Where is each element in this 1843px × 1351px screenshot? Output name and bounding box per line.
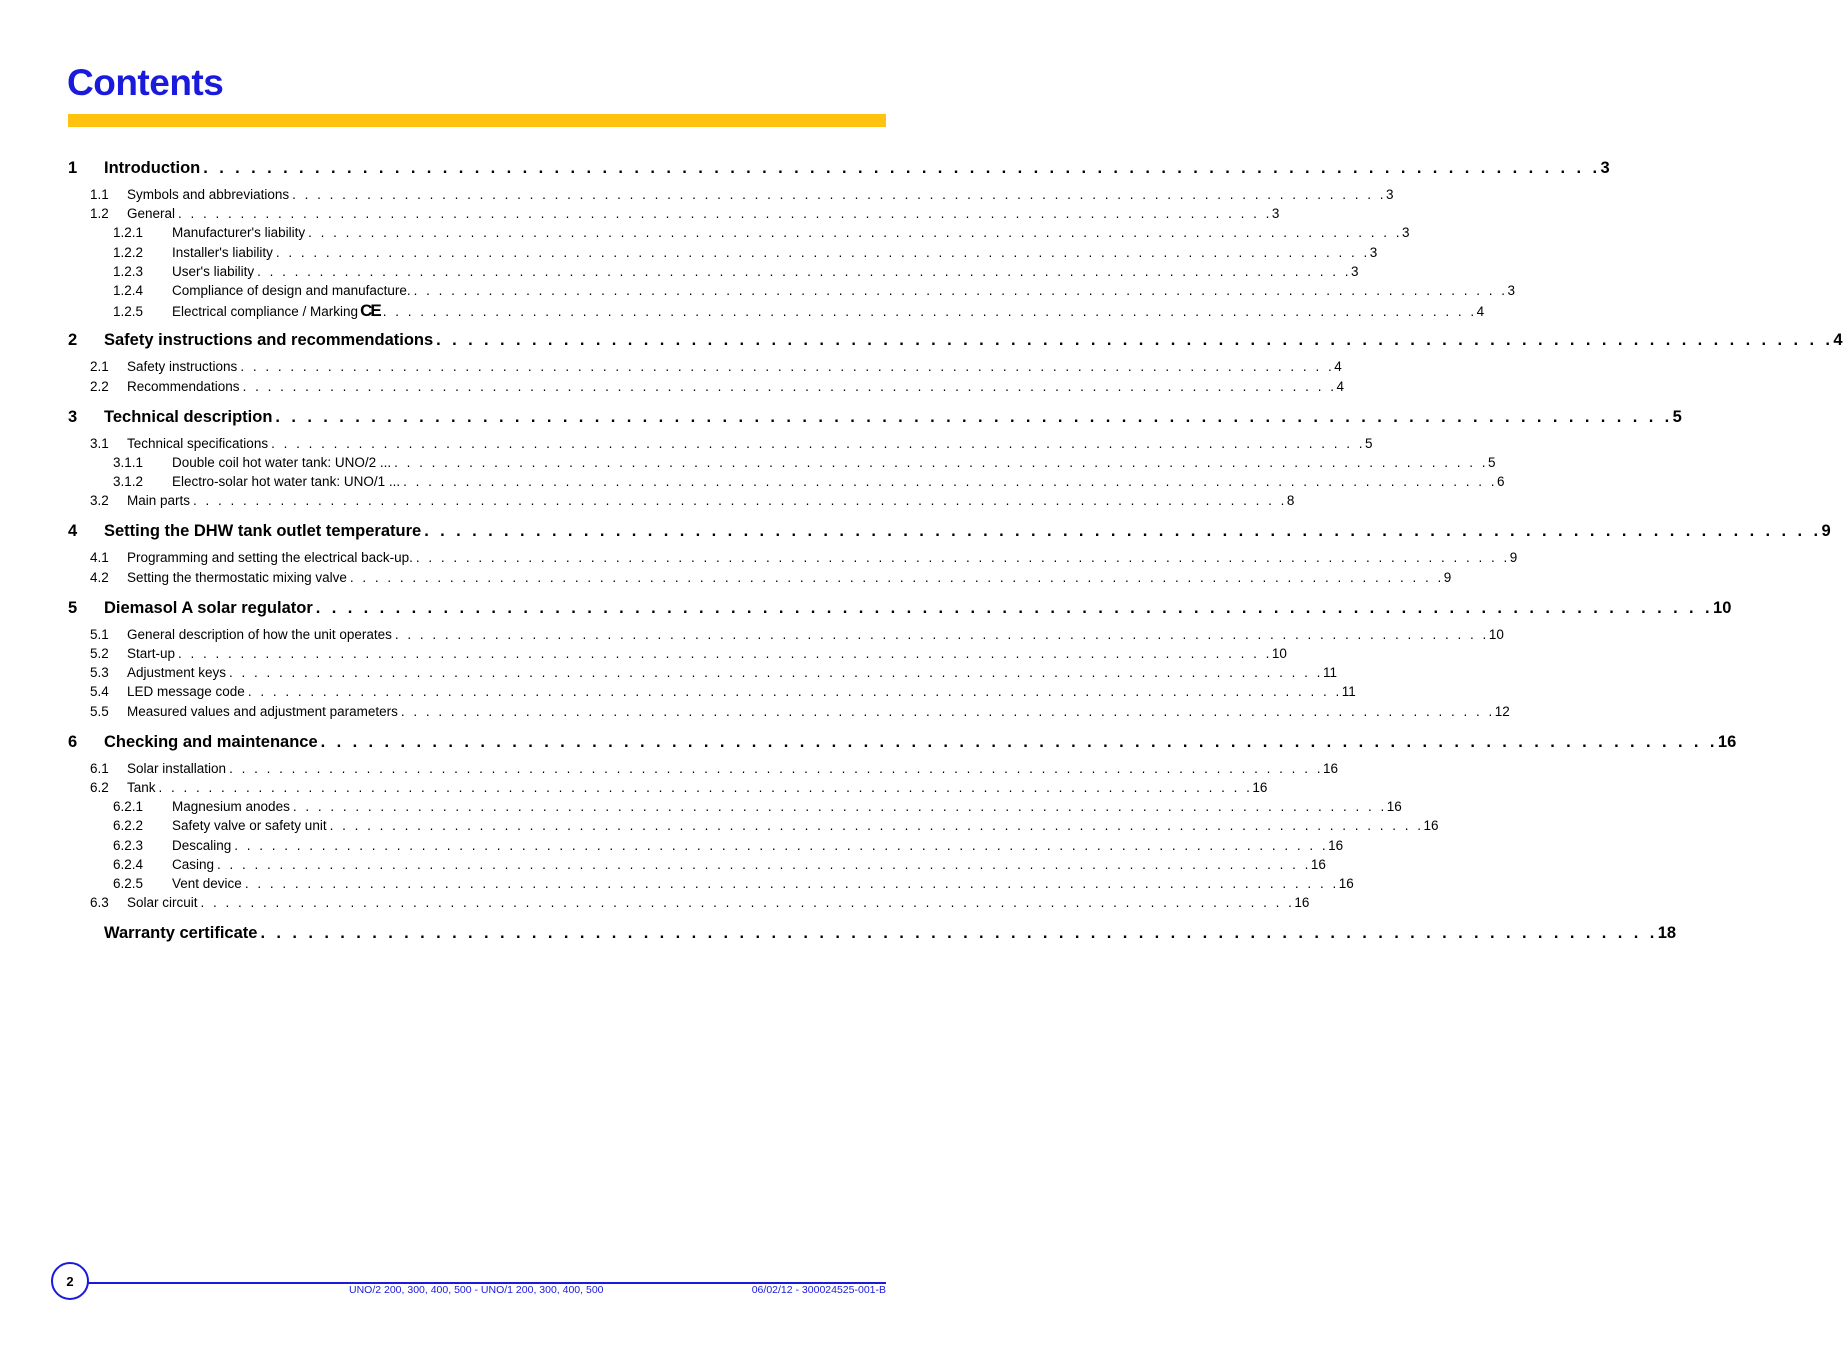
toc-entry-title[interactable]: General description of how the unit operates (127, 626, 392, 642)
toc-entry-number: 4.1 (90, 550, 109, 566)
toc-entry-title[interactable]: Checking and maintenance (104, 732, 318, 751)
toc-page-number: 4 (1833, 331, 1843, 350)
toc-entry-title[interactable]: Installer's liability (172, 244, 273, 260)
dot-leader: . . . . . . . . . . . . . . . . . . . . . . . . . . . . . . . . . . . . . . . . . . . . . . . . . . . . . . . . . . . . . . . . . . . . . . . . . . . . . . . . . . . . . . . . (315, 598, 1714, 617)
toc-page-number: 5 (1364, 435, 1373, 451)
toc-entry-title[interactable]: Casing (172, 856, 215, 872)
toc-entry-number: 6.2.4 (113, 856, 144, 872)
dot-leader: . . . . . . . . . . . . . . . . . . . . . . . . . . . . . . . . . . . . . . . . . . . . . . . . . . . . . . . . . . . . . . . . . . . . . . . . . . . . . . . . . . . . . . . . (260, 924, 1658, 943)
dot-leader: . . . . . . . . . . . . . . . . . . . . . . . . . . . . . . . . . . . . . . . . . . . . . . . . . . . . . . . . . . . . . . . . . . . . . . . . . . . . . . . . . . . . . . . . (320, 732, 1718, 751)
toc-entry-title[interactable]: Technical specifications (127, 435, 269, 451)
toc-page-number: 3 (1369, 244, 1378, 260)
toc-entry-title[interactable]: Warranty certificate (104, 924, 258, 943)
toc-chapter[interactable] (68, 159, 1610, 181)
dot-leader: . . . . . . . . . . . . . . . . . . . . . . . . . . . . . . . . . . . . . . . . . . . . . . . . . . . . . . . . . . . . . . . . . . . . . . . . . . . . . . . . . . . . . . . . (200, 895, 1295, 911)
toc-entry-number: 1.2.5 (113, 304, 144, 320)
toc-entry-number: 6.2.3 (113, 837, 144, 853)
toc-page-number: 9 (1509, 550, 1518, 566)
toc-page-number: 10 (1271, 646, 1287, 661)
dot-leader: . . . . . . . . . . . . . . . . . . . . . . . . . . . . . . . . . . . . . . . . . . . . . . . . . . . . . . . . . . . . . . . . . . . . . . . . . . . . . . . . . . . . . . . . (292, 187, 1386, 202)
toc-entry-title[interactable]: Safety instructions (127, 359, 238, 375)
toc-subsubsection[interactable] (68, 263, 1359, 283)
toc-chapter[interactable] (68, 331, 1843, 353)
toc-page-number: 10 (1713, 598, 1732, 617)
toc-section (68, 522, 1831, 588)
toc-page-number: 11 (1341, 684, 1356, 700)
dot-leader: . . . . . . . . . . . . . . . . . . . . . . . . . . . . . . . . . . . . . . . . . . . . . . . . . . . . . . . . . . . . . . . . . . . . . . . . . . . . . . . . . . . . . . . . (436, 331, 1834, 350)
toc-entry-title[interactable]: Start-up (127, 646, 176, 661)
toc-entry-title[interactable]: User's liability (172, 263, 255, 279)
dot-leader: . . . . . . . . . . . . . . . . . . . . . . . . . . . . . . . . . . . . . . . . . . . . . . . . . . . . . . . . . . . . . . . . . . . . . . . . . . . . . . . . . . . . . . . . (242, 378, 1337, 394)
toc-subsubsection[interactable] (68, 818, 1439, 837)
toc-entry-title[interactable]: Programming and setting the electrical back-up. (127, 550, 413, 566)
toc-entry-number: 3.1.2 (113, 474, 144, 490)
toc-page-number: 16 (1338, 875, 1354, 891)
toc-entry-number: 5 (68, 598, 78, 617)
toc-entry-number: 6.3 (90, 895, 109, 911)
toc-entry-title[interactable]: Electro-solar hot water tank: UNO/1 ... (172, 474, 401, 490)
dot-leader: . . . . . . . . . . . . . . . . . . . . . . . . . . . . . . . . . . . . . . . . . . . . . . . . . . . . . . . . . . . . . . . . . . . . . . . . . . . . . . . . . . . . . . . . (308, 225, 1403, 241)
toc-entry-number: 6.1 (90, 760, 109, 776)
toc-page-number: 16 (1328, 837, 1344, 853)
toc-entry-title[interactable]: General (127, 206, 176, 222)
dot-leader: . . . . . . . . . . . . . . . . . . . . . . . . . . . . . . . . . . . . . . . . . . . . . . . . . . . . . . . . . . . . . . . . . . . . . . . . . . . . . . . . . . . . . . . . (257, 263, 1351, 279)
dot-leader: . . . . . . . . . . . . . . . . . . . . . . . . . . . . . . . . . . . . . . . . . . . . . . . . . . . . . . . . . . . . . . . . . . . . . . . . . . . . . . . . . . . . . . . . (329, 818, 1424, 834)
toc-entry-number: 3.1 (90, 435, 109, 451)
toc-page-number: 16 (1386, 799, 1402, 815)
toc-subsection[interactable] (68, 626, 1504, 646)
toc-entry-title[interactable]: Tank (127, 779, 156, 795)
toc-page-number: 3 (1600, 159, 1610, 177)
toc-subsubsection[interactable] (68, 244, 1378, 264)
toc-subsection[interactable] (68, 569, 1452, 589)
toc-page-number: 11 (1322, 665, 1337, 681)
toc-section (68, 159, 1610, 321)
toc-entry-number: 6.2 (90, 779, 109, 795)
toc-entry-title[interactable]: Solar circuit (127, 895, 198, 911)
toc-entry-number: 5.1 (90, 626, 109, 642)
toc-chapter[interactable] (68, 924, 1677, 946)
toc-subsubsection[interactable] (68, 225, 1410, 244)
dot-leader: . . . . . . . . . . . . . . . . . . . . . . . . . . . . . . . . . . . . . . . . . . . . . . . . . . . . . . . . . . . . . . . . . . . . . . . . . . . . . . . . . . . . . . . . (244, 875, 1339, 891)
toc-subsection[interactable] (68, 206, 1280, 225)
toc-entry-number: 4.2 (90, 569, 109, 585)
dot-leader: . . . . . . . . . . . . . . . . . . . . . . . . . . . . . . . . . . . . . . . . . . . . . . . . . . . . . . . . . . . . . . . . . . . . . . . . . . . . . . . . . . . . . . . . (424, 522, 1822, 541)
toc-page-number: 6 (1496, 474, 1505, 490)
toc-page-number: 9 (1443, 569, 1452, 585)
title-underline-bar (68, 114, 886, 127)
dot-leader: . . . . . . . . . . . . . . . . . . . . . . . . . . . . . . . . . . . . . . . . . . . . . . . . . . . . . . . . . . . . . . . . . . . . . . . . . . . . . . . . . . . . . . . . (275, 244, 1370, 260)
toc-subsection[interactable] (68, 359, 1342, 378)
toc-entry-number: 5.2 (90, 646, 109, 661)
toc-entry-number: 1.2.4 (113, 282, 144, 298)
toc-page-number: 4 (1336, 378, 1344, 394)
toc-subsection[interactable] (68, 684, 1356, 703)
toc-subsection[interactable] (68, 895, 1310, 914)
toc-entry-number: 5.4 (90, 684, 109, 700)
toc-section (68, 598, 1732, 723)
toc-page-number: 12 (1494, 703, 1510, 719)
toc-entry-title[interactable]: Recommendations (127, 378, 240, 394)
dot-leader: . . . . . . . . . . . . . . . . . . . . . . . . . . . . . . . . . . . . . . . . . . . . . . . . . . . . . . . . . . . . . . . . . . . . . . . . . . . . . . . . . . . . . . . . (292, 799, 1387, 815)
toc-subsection[interactable] (68, 378, 1344, 398)
toc-entry-title[interactable]: Introduction (104, 159, 201, 177)
toc-page-number: 16 (1252, 779, 1268, 795)
toc-page-number: 5 (1672, 407, 1682, 426)
toc-page-number: 4 (1334, 359, 1342, 375)
toc-entry-number: 2 (68, 331, 78, 350)
toc-subsubsection[interactable] (68, 837, 1344, 857)
toc-subsubsection[interactable] (68, 301, 1485, 321)
toc-entry-number: 1.1 (90, 187, 109, 202)
toc-subsection[interactable] (68, 187, 1394, 206)
toc-page-number: 3 (1507, 282, 1516, 298)
toc-entry-title[interactable]: Safety valve or safety unit (172, 818, 327, 834)
dot-leader: . . . . . . . . . . . . . . . . . . . . . . . . . . . . . . . . . . . . . . . . . . . . . . . . . . . . . . . . . . . . . . . . . . . . . . . . . . . . . . . . . . . . . . . . (229, 760, 1323, 776)
toc-page-number: 16 (1294, 895, 1310, 911)
footer-document-ref: 06/02/12 - 300024525-001-B (751, 1284, 886, 1296)
dot-leader: . . . . . . . . . . . . . . . . . . . . . . . . . . . . . . . . . . . . . . . . . . . . . . . . . . . . . . . . . . . . . . . . . . . . . . . . . . . . . . . . . . . . . . . . (217, 856, 1311, 872)
toc-entry-number: 1.2.1 (113, 225, 144, 241)
toc-entry-number: 6.2.2 (113, 818, 144, 834)
toc-section (68, 407, 1682, 513)
toc-page-number: 10 (1488, 626, 1504, 642)
toc-page-number: 5 (1488, 454, 1496, 470)
toc-subsubsection[interactable] (68, 474, 1505, 493)
toc-subsubsection[interactable] (68, 799, 1402, 818)
page-title: Contents (67, 62, 224, 103)
toc-chapter[interactable] (68, 522, 1831, 544)
toc-page-number: 16 (1322, 760, 1338, 776)
toc-page-number: 4 (1476, 304, 1485, 320)
toc-entry-number: 5.5 (90, 703, 109, 719)
toc-entry-number: 6 (68, 732, 78, 751)
dot-leader: . . . . . . . . . . . . . . . . . . . . . . . . . . . . . . . . . . . . . . . . . . . . . . . . . . . . . . . . . . . . . . . . . . . . . . . . . . . . . . . . . . . . . . . . (413, 282, 1508, 298)
toc-entry-title[interactable]: Main parts (127, 493, 191, 509)
toc-entry-title[interactable]: Setting the DHW tank outlet temperature (104, 522, 422, 541)
toc-subsection[interactable] (68, 646, 1287, 665)
toc-entry-title[interactable]: Electrical compliance / Marking (172, 304, 359, 320)
toc-entry-number: 2.1 (90, 359, 109, 375)
toc-subsubsection[interactable] (68, 875, 1354, 895)
toc-entry-title[interactable]: Vent device (172, 875, 242, 891)
dot-leader: . . . . . . . . . . . . . . . . . . . . . . . . . . . . . . . . . . . . . . . . . . . . . . . . . . . . . . . . . . . . . . . . . . . . . . . . . . . . . . . . . . . . . . . . (193, 493, 1287, 509)
dot-leader: . . . . . . . . . . . . . . . . . . . . . . . . . . . . . . . . . . . . . . . . . . . . . . . . . . . . . . . . . . . . . . . . . . . . . . . . . . . . . . . . . . . . . . . . (158, 779, 1253, 795)
toc-entry-number: 1.2.2 (113, 244, 144, 260)
toc-chapter[interactable] (68, 407, 1682, 430)
toc-page-number: 3 (1385, 187, 1394, 202)
toc-entry-title[interactable]: Measured values and adjustment parameters (127, 703, 398, 719)
toc-page-number: 9 (1821, 522, 1831, 541)
toc-entry-title[interactable]: Technical description (104, 407, 273, 426)
toc-entry-title[interactable]: Descaling (172, 837, 232, 853)
toc-entry-title[interactable]: Solar installation (127, 760, 227, 776)
toc-subsection[interactable] (68, 550, 1518, 569)
dot-leader: . . . . . . . . . . . . . . . . . . . . . . . . . . . . . . . . . . . . . . . . . . . . . . . . . . . . . . . . . . . . . . . . . . . . . . . . . . . . . . . . . . . . . . . . (247, 684, 1342, 700)
toc-subsection[interactable] (68, 435, 1373, 455)
dot-leader: . . . . . . . . . . . . . . . . . . . . . . . . . . . . . . . . . . . . . . . . . . . . . . . . . . . . . . . . . . . . . . . . . . . . . . . . . . . . . . . . . . . . . . . . (229, 665, 1323, 681)
toc-page-number: 3 (1351, 263, 1359, 279)
toc-entry-number: 3 (68, 407, 78, 426)
toc-page-number: 16 (1717, 732, 1737, 751)
dot-leader: . . . . . . . . . . . . . . . . . . . . . . . . . . . . . . . . . . . . . . . . . . . . . . . . . . . . . . . . . . . . . . . . . . . . . . . . . . . . . . . . . . . . . . . . (178, 206, 1272, 222)
toc-subsection[interactable] (68, 760, 1338, 780)
toc-subsubsection[interactable] (68, 454, 1496, 474)
page-number-badge: 2 (51, 1262, 89, 1300)
dot-leader: . . . . . . . . . . . . . . . . . . . . . . . . . . . . . . . . . . . . . . . . . . . . . . . . . . . . . . . . . . . . . . . . . . . . . . . . . . . . . . . . . . . . . . . . (382, 304, 1477, 320)
toc-page-number: 16 (1423, 818, 1439, 834)
toc-section (68, 732, 1737, 915)
dot-leader: . . . . . . . . . . . . . . . . . . . . . . . . . . . . . . . . . . . . . . . . . . . . . . . . . . . . . . . . . . . . . . . . . . . . . . . . . . . . . . . . . . . . . . . . (275, 407, 1673, 426)
toc-entry-number: 3.2 (90, 493, 109, 509)
toc-entry-number: 6.2.5 (113, 875, 144, 891)
toc-entry-number: 4 (68, 522, 78, 541)
toc-chapter[interactable] (68, 732, 1737, 755)
toc-entry-title[interactable]: Double coil hot water tank: UNO/2 ... (172, 454, 392, 470)
toc-entry-number: 1.2 (90, 206, 109, 222)
toc-page-number: 16 (1310, 856, 1326, 872)
dot-leader: . . . . . . . . . . . . . . . . . . . . . . . . . . . . . . . . . . . . . . . . . . . . . . . . . . . . . . . . . . . . . . . . . . . . . . . . . . . . . . . . . . . . . . . . (415, 550, 1510, 566)
dot-leader: . . . . . . . . . . . . . . . . . . . . . . . . . . . . . . . . . . . . . . . . . . . . . . . . . . . . . . . . . . . . . . . . . . . . . . . . . . . . . . . . . . . . . . . . (240, 359, 1335, 375)
toc-entry-number: 3.1.1 (113, 454, 144, 470)
toc-entry-number: 1 (68, 159, 78, 177)
toc-entry-number: 2.2 (90, 378, 109, 394)
footer-product-line: UNO/2 200, 300, 400, 500 - UNO/1 200, 300, 400, 500 (349, 1284, 604, 1296)
toc-subsection[interactable] (68, 665, 1337, 684)
toc-subsection[interactable] (68, 703, 1510, 723)
toc-section (68, 924, 1677, 946)
table-of-contents (68, 159, 1843, 956)
toc-subsubsection[interactable] (68, 856, 1326, 876)
toc-subsubsection[interactable] (68, 282, 1516, 302)
toc-entry-number: 5.3 (90, 665, 109, 681)
toc-subsection[interactable] (68, 779, 1268, 799)
toc-entry-title[interactable]: LED message code (127, 684, 245, 700)
toc-entry-number: 6.2.1 (113, 799, 144, 815)
dot-leader: . . . . . . . . . . . . . . . . . . . . . . . . . . . . . . . . . . . . . . . . . . . . . . . . . . . . . . . . . . . . . . . . . . . . . . . . . . . . . . . . . . . . . . . . (178, 646, 1272, 661)
ce-marking-icon: CE (360, 301, 380, 321)
dot-leader: . . . . . . . . . . . . . . . . . . . . . . . . . . . . . . . . . . . . . . . . . . . . . . . . . . . . . . . . . . . . . . . . . . . . . . . . . . . . . . . . . . . . . . . . (403, 474, 1497, 490)
toc-subsection[interactable] (68, 493, 1295, 512)
toc-entry-title[interactable]: Magnesium anodes (172, 799, 290, 815)
toc-page-number: 18 (1657, 924, 1677, 943)
dot-leader: . . . . . . . . . . . . . . . . . . . . . . . . . . . . . . . . . . . . . . . . . . . . . . . . . . . . . . . . . . . . . . . . . . . . . . . . . . . . . . . . . . . . . . . . (394, 626, 1489, 642)
toc-entry-number: 1.2.3 (113, 263, 144, 279)
dot-leader: . . . . . . . . . . . . . . . . . . . . . . . . . . . . . . . . . . . . . . . . . . . . . . . . . . . . . . . . . . . . . . . . . . . . . . . . . . . . . . . . . . . . . . . . (271, 435, 1365, 451)
toc-entry-title[interactable]: Safety instructions and recommendations (104, 331, 434, 350)
toc-entry-title[interactable]: Adjustment keys (127, 665, 227, 681)
toc-entry-title[interactable]: Manufacturer's liability (172, 225, 306, 241)
dot-leader: . . . . . . . . . . . . . . . . . . . . . . . . . . . . . . . . . . . . . . . . . . . . . . . . . . . . . . . . . . . . . . . . . . . . . . . . . . . . . . . . . . . . . . . . (394, 454, 1488, 470)
toc-chapter[interactable] (68, 598, 1732, 621)
toc-page-number: 8 (1286, 493, 1295, 509)
dot-leader: . . . . . . . . . . . . . . . . . . . . . . . . . . . . . . . . . . . . . . . . . . . . . . . . . . . . . . . . . . . . . . . . . . . . . . . . . . . . . . . . . . . . . . . . (400, 703, 1495, 719)
toc-entry-title[interactable]: Setting the thermostatic mixing valve (127, 569, 347, 585)
toc-page-number: 3 (1271, 206, 1280, 222)
toc-page-number: 3 (1402, 225, 1410, 241)
toc-entry-title[interactable]: Diemasol A solar regulator (104, 598, 313, 617)
dot-leader: . . . . . . . . . . . . . . . . . . . . . . . . . . . . . . . . . . . . . . . . . . . . . . . . . . . . . . . . . . . . . . . . . . . . . . . . . . . . . . . . . . . . . . . . (203, 159, 1601, 177)
toc-entry-title[interactable]: Symbols and abbreviations (127, 187, 290, 202)
toc-entry-title[interactable]: Compliance of design and manufacture. (172, 282, 411, 298)
dot-leader: . . . . . . . . . . . . . . . . . . . . . . . . . . . . . . . . . . . . . . . . . . . . . . . . . . . . . . . . . . . . . . . . . . . . . . . . . . . . . . . . . . . . . . . . (234, 837, 1329, 853)
dot-leader: . . . . . . . . . . . . . . . . . . . . . . . . . . . . . . . . . . . . . . . . . . . . . . . . . . . . . . . . . . . . . . . . . . . . . . . . . . . . . . . . . . . . . . . . (349, 569, 1444, 585)
toc-section (68, 331, 1843, 397)
